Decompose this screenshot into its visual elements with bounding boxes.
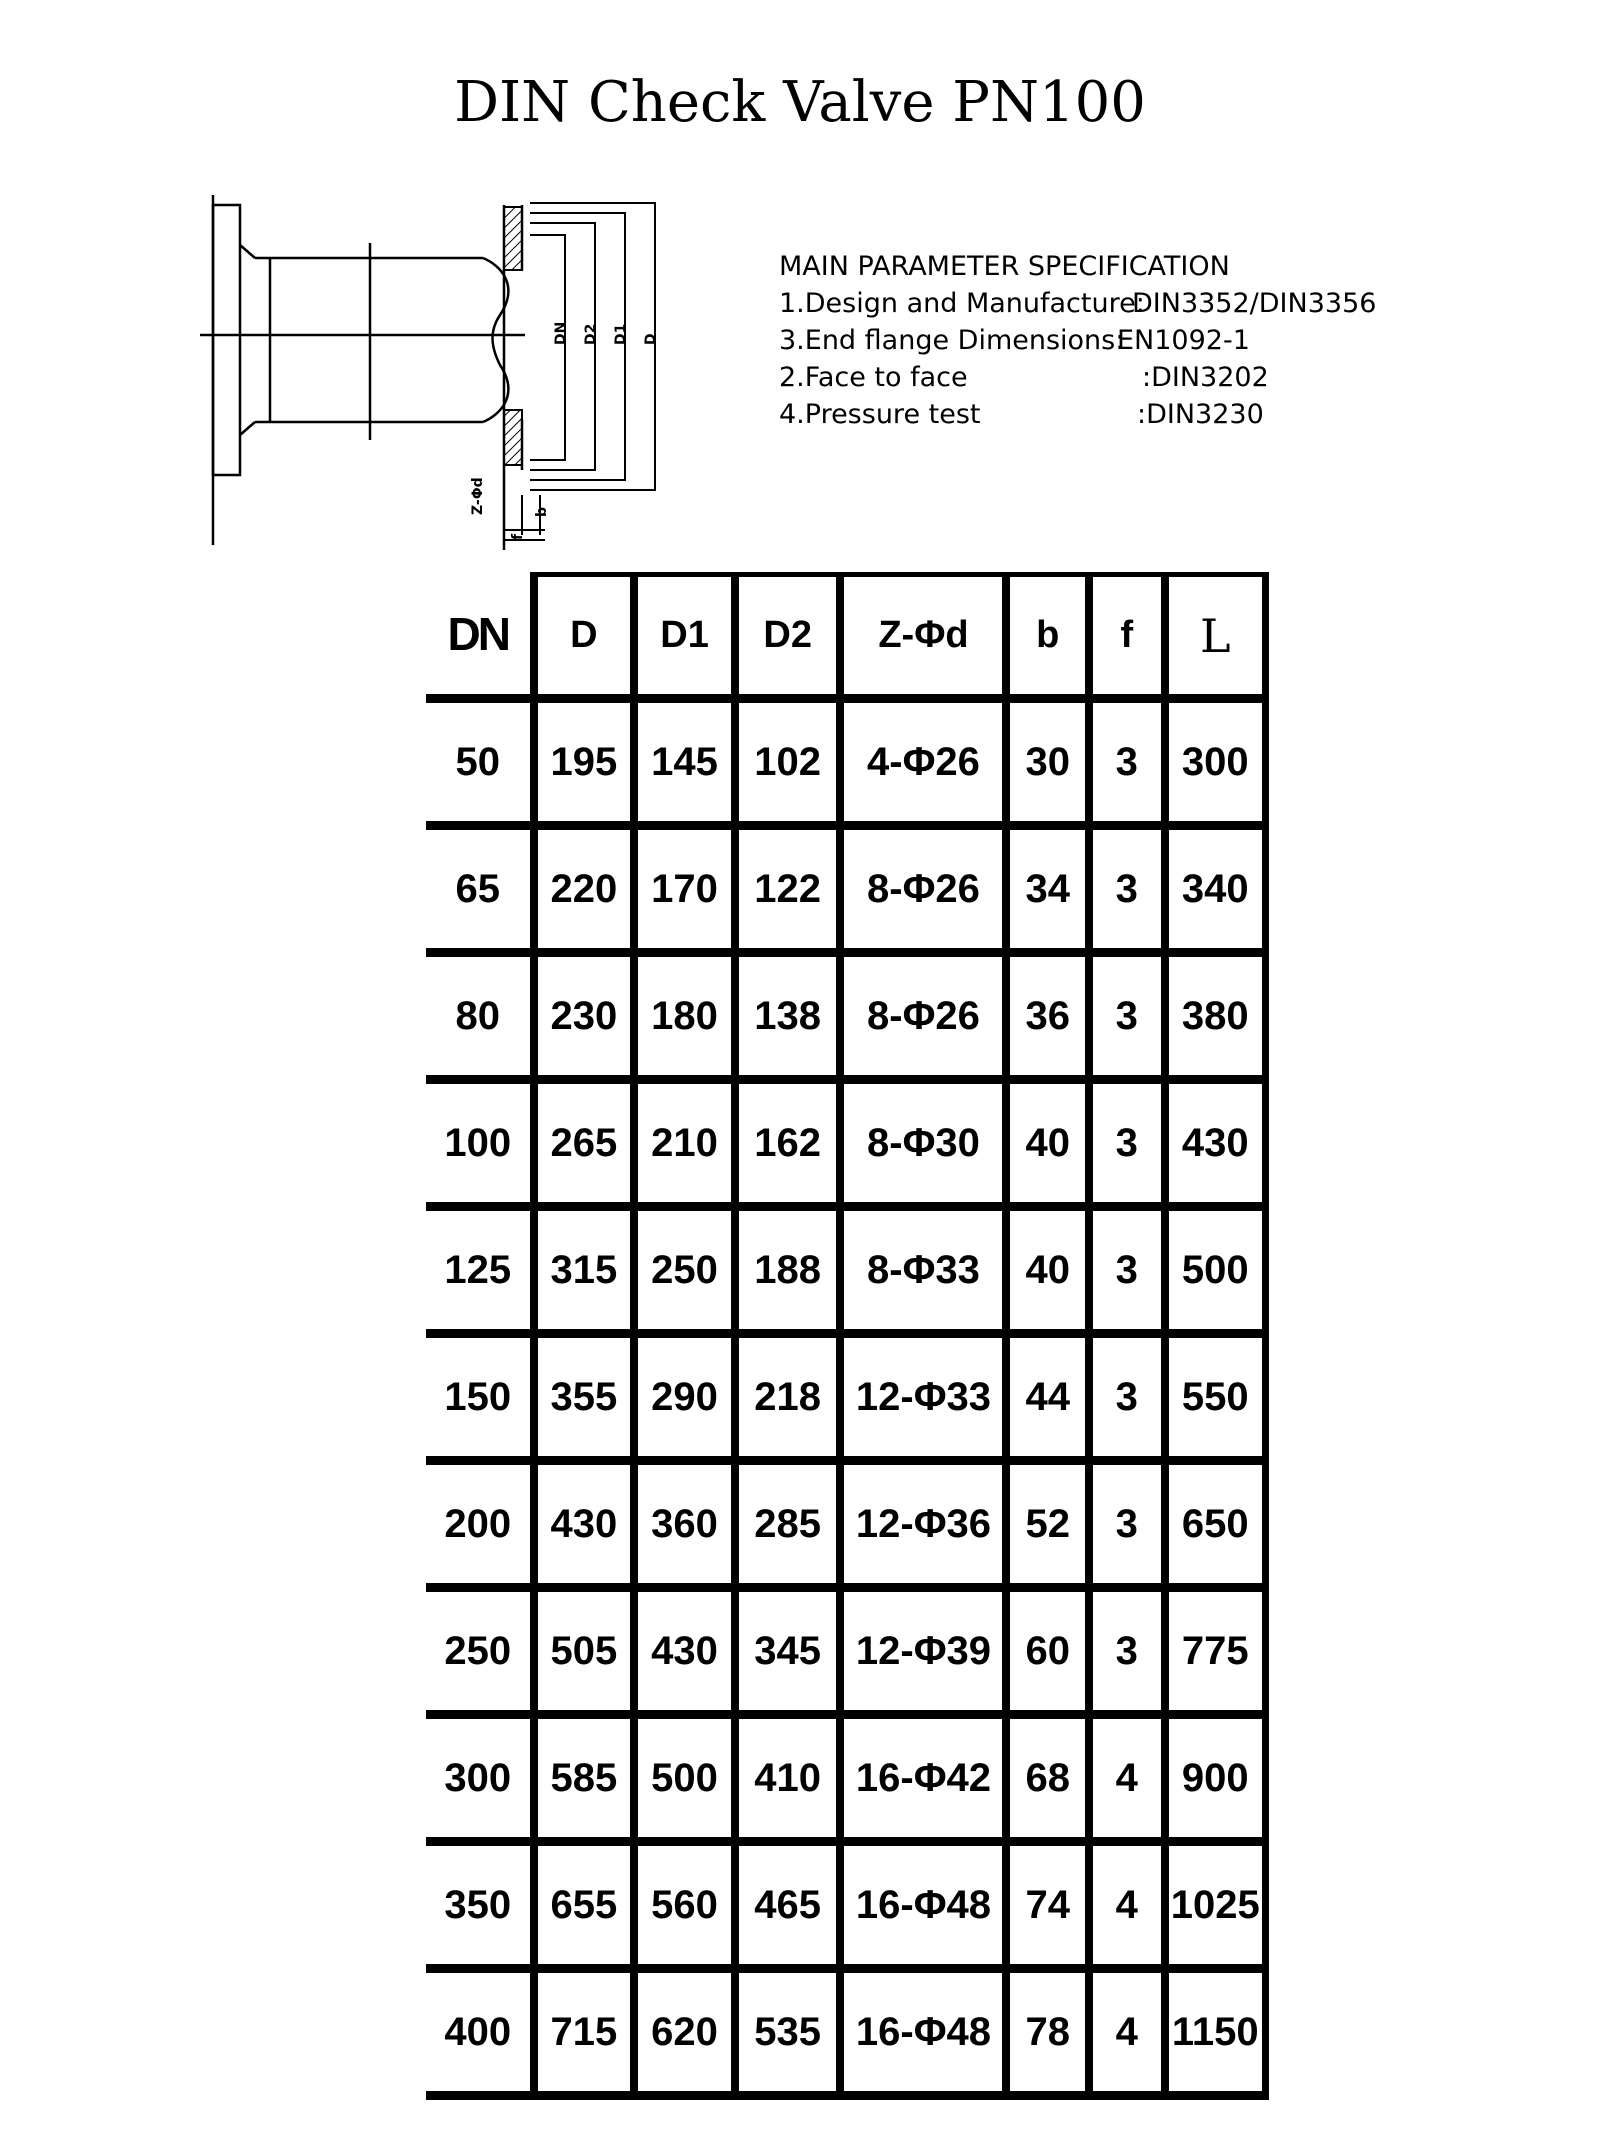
table-cell: 465 — [735, 1842, 841, 1969]
table-cell: 430 — [534, 1461, 635, 1588]
table-cell: 380 — [1165, 953, 1266, 1080]
table-cell: 500 — [634, 1715, 735, 1842]
dimension-table — [426, 572, 1269, 2100]
spec-item-end-flange — [779, 322, 1250, 359]
table-cell: 122 — [735, 826, 841, 953]
table-cell: 550 — [1165, 1334, 1266, 1461]
spec-item-pressure-test — [779, 396, 1264, 433]
table-cell: 250 — [426, 1588, 534, 1715]
table-cell: 3 — [1089, 826, 1164, 953]
table-cell: 44 — [1006, 1334, 1089, 1461]
table-cell: 250 — [634, 1207, 735, 1334]
table-cell: 350 — [426, 1842, 534, 1969]
table-cell: 195 — [534, 699, 635, 826]
spec-item-design — [779, 285, 1377, 322]
table-cell: 430 — [1165, 1080, 1266, 1207]
table-cell: 78 — [1006, 1969, 1089, 2096]
table-cell: 4 — [1089, 1842, 1164, 1969]
table-cell: 3 — [1089, 699, 1164, 826]
main-parameter-specification — [779, 248, 1377, 433]
spec-item-value: EN1092-1 — [1117, 325, 1250, 356]
table-row — [426, 699, 1266, 826]
table-row — [426, 953, 1266, 1080]
diagram-label-zd: Z-Φd — [470, 477, 486, 515]
table-cell: 345 — [735, 1588, 841, 1715]
table-cell: 8-Φ26 — [840, 953, 1006, 1080]
table-cell: 8-Φ33 — [840, 1207, 1006, 1334]
table-row — [426, 1715, 1266, 1842]
column-header: D2 — [735, 575, 841, 699]
table-cell: 145 — [634, 699, 735, 826]
table-cell: 360 — [634, 1461, 735, 1588]
table-cell: 300 — [426, 1715, 534, 1842]
table-cell: 40 — [1006, 1080, 1089, 1207]
table-cell: 218 — [735, 1334, 841, 1461]
table-cell: 180 — [634, 953, 735, 1080]
table-row — [426, 1588, 1266, 1715]
table-cell: 150 — [426, 1334, 534, 1461]
table-cell: 655 — [534, 1842, 635, 1969]
table-cell: 315 — [534, 1207, 635, 1334]
table-cell: 12-Φ39 — [840, 1588, 1006, 1715]
table-row — [426, 1969, 1266, 2096]
table-cell: 505 — [534, 1588, 635, 1715]
table-cell: 40 — [1006, 1207, 1089, 1334]
table-cell: 34 — [1006, 826, 1089, 953]
table-cell: 265 — [534, 1080, 635, 1207]
table-cell: 3 — [1089, 1334, 1164, 1461]
table-cell: 50 — [426, 699, 534, 826]
table-cell: 220 — [534, 826, 635, 953]
table-cell: 30 — [1006, 699, 1089, 826]
table-cell: 290 — [634, 1334, 735, 1461]
page-title: DIN Check Valve PN100 — [454, 70, 1146, 135]
table-cell: 285 — [735, 1461, 841, 1588]
table-cell: 230 — [534, 953, 635, 1080]
spec-item-label: 3.End flange Dimensions: — [779, 325, 1125, 356]
table-cell: 80 — [426, 953, 534, 1080]
table-cell: 65 — [426, 826, 534, 953]
table-cell: 68 — [1006, 1715, 1089, 1842]
spec-item-label: 1.Design and Manufacture: — [779, 288, 1145, 319]
table-row — [426, 1842, 1266, 1969]
table-cell: 16-Φ48 — [840, 1969, 1006, 2096]
table-cell: 585 — [534, 1715, 635, 1842]
table-row — [426, 1207, 1266, 1334]
table-cell: 3 — [1089, 1461, 1164, 1588]
table-cell: 102 — [735, 699, 841, 826]
table-cell: 8-Φ30 — [840, 1080, 1006, 1207]
table-cell: 125 — [426, 1207, 534, 1334]
table-cell: 650 — [1165, 1461, 1266, 1588]
diagram-label-d2: D2 — [583, 323, 599, 345]
table-cell: 1025 — [1165, 1842, 1266, 1969]
table-cell: 430 — [634, 1588, 735, 1715]
table-cell: 410 — [735, 1715, 841, 1842]
table-row — [426, 1080, 1266, 1207]
table-cell: 200 — [426, 1461, 534, 1588]
table-cell: 16-Φ42 — [840, 1715, 1006, 1842]
table-cell: 1150 — [1165, 1969, 1266, 2096]
table-cell: 12-Φ33 — [840, 1334, 1006, 1461]
table-cell: 560 — [634, 1842, 735, 1969]
table-cell: 16-Φ48 — [840, 1842, 1006, 1969]
column-header: L — [1165, 575, 1266, 699]
table-cell: 775 — [1165, 1588, 1266, 1715]
table-cell: 300 — [1165, 699, 1266, 826]
spec-item-value: :DIN3230 — [1137, 399, 1264, 430]
table-cell: 340 — [1165, 826, 1266, 953]
column-header: f — [1089, 575, 1164, 699]
valve-cross-section-diagram — [200, 195, 659, 550]
column-header: b — [1006, 575, 1089, 699]
diagram-label-d1: D1 — [613, 323, 629, 345]
table-cell: 36 — [1006, 953, 1089, 1080]
table-cell: 4-Φ26 — [840, 699, 1006, 826]
spec-item-label: 2.Face to face — [779, 362, 968, 393]
table-cell: 355 — [534, 1334, 635, 1461]
column-header: D — [534, 575, 635, 699]
table-cell: 52 — [1006, 1461, 1089, 1588]
table-cell: 12-Φ36 — [840, 1461, 1006, 1588]
column-header: DN — [426, 575, 534, 699]
table-row — [426, 1334, 1266, 1461]
table-cell: 4 — [1089, 1715, 1164, 1842]
table-cell: 170 — [634, 826, 735, 953]
table-cell: 74 — [1006, 1842, 1089, 1969]
table-row — [426, 826, 1266, 953]
table-cell: 3 — [1089, 1080, 1164, 1207]
table-cell: 4 — [1089, 1969, 1164, 2096]
table-cell: 535 — [735, 1969, 841, 2096]
spec-item-value: DIN3352/DIN3356 — [1132, 288, 1377, 319]
column-header: D1 — [634, 575, 735, 699]
column-header: Z-Φd — [840, 575, 1006, 699]
table-cell: 138 — [735, 953, 841, 1080]
table-cell: 500 — [1165, 1207, 1266, 1334]
spec-heading: MAIN PARAMETER SPECIFICATION — [779, 251, 1230, 282]
table-cell: 900 — [1165, 1715, 1266, 1842]
table-cell: 162 — [735, 1080, 841, 1207]
table-cell: 100 — [426, 1080, 534, 1207]
spec-item-face-to-face — [779, 359, 1269, 396]
table-cell: 60 — [1006, 1588, 1089, 1715]
diagram-label-d: D — [643, 333, 659, 345]
table-cell: 3 — [1089, 1207, 1164, 1334]
table-cell: 8-Φ26 — [840, 826, 1006, 953]
table-cell: 715 — [534, 1969, 635, 2096]
table-row — [426, 1461, 1266, 1588]
diagram-label-dn: DN — [553, 321, 569, 345]
table-header-row — [426, 575, 1266, 699]
diagram-label-b: b — [534, 506, 550, 517]
table-cell: 210 — [634, 1080, 735, 1207]
spec-item-label: 4.Pressure test — [779, 399, 981, 430]
table-cell: 3 — [1089, 1588, 1164, 1715]
diagram-label-f: f — [510, 533, 526, 540]
spec-item-value: :DIN3202 — [1142, 362, 1269, 393]
table-cell: 620 — [634, 1969, 735, 2096]
table-cell: 400 — [426, 1969, 534, 2096]
table-cell: 188 — [735, 1207, 841, 1334]
table-cell: 3 — [1089, 953, 1164, 1080]
